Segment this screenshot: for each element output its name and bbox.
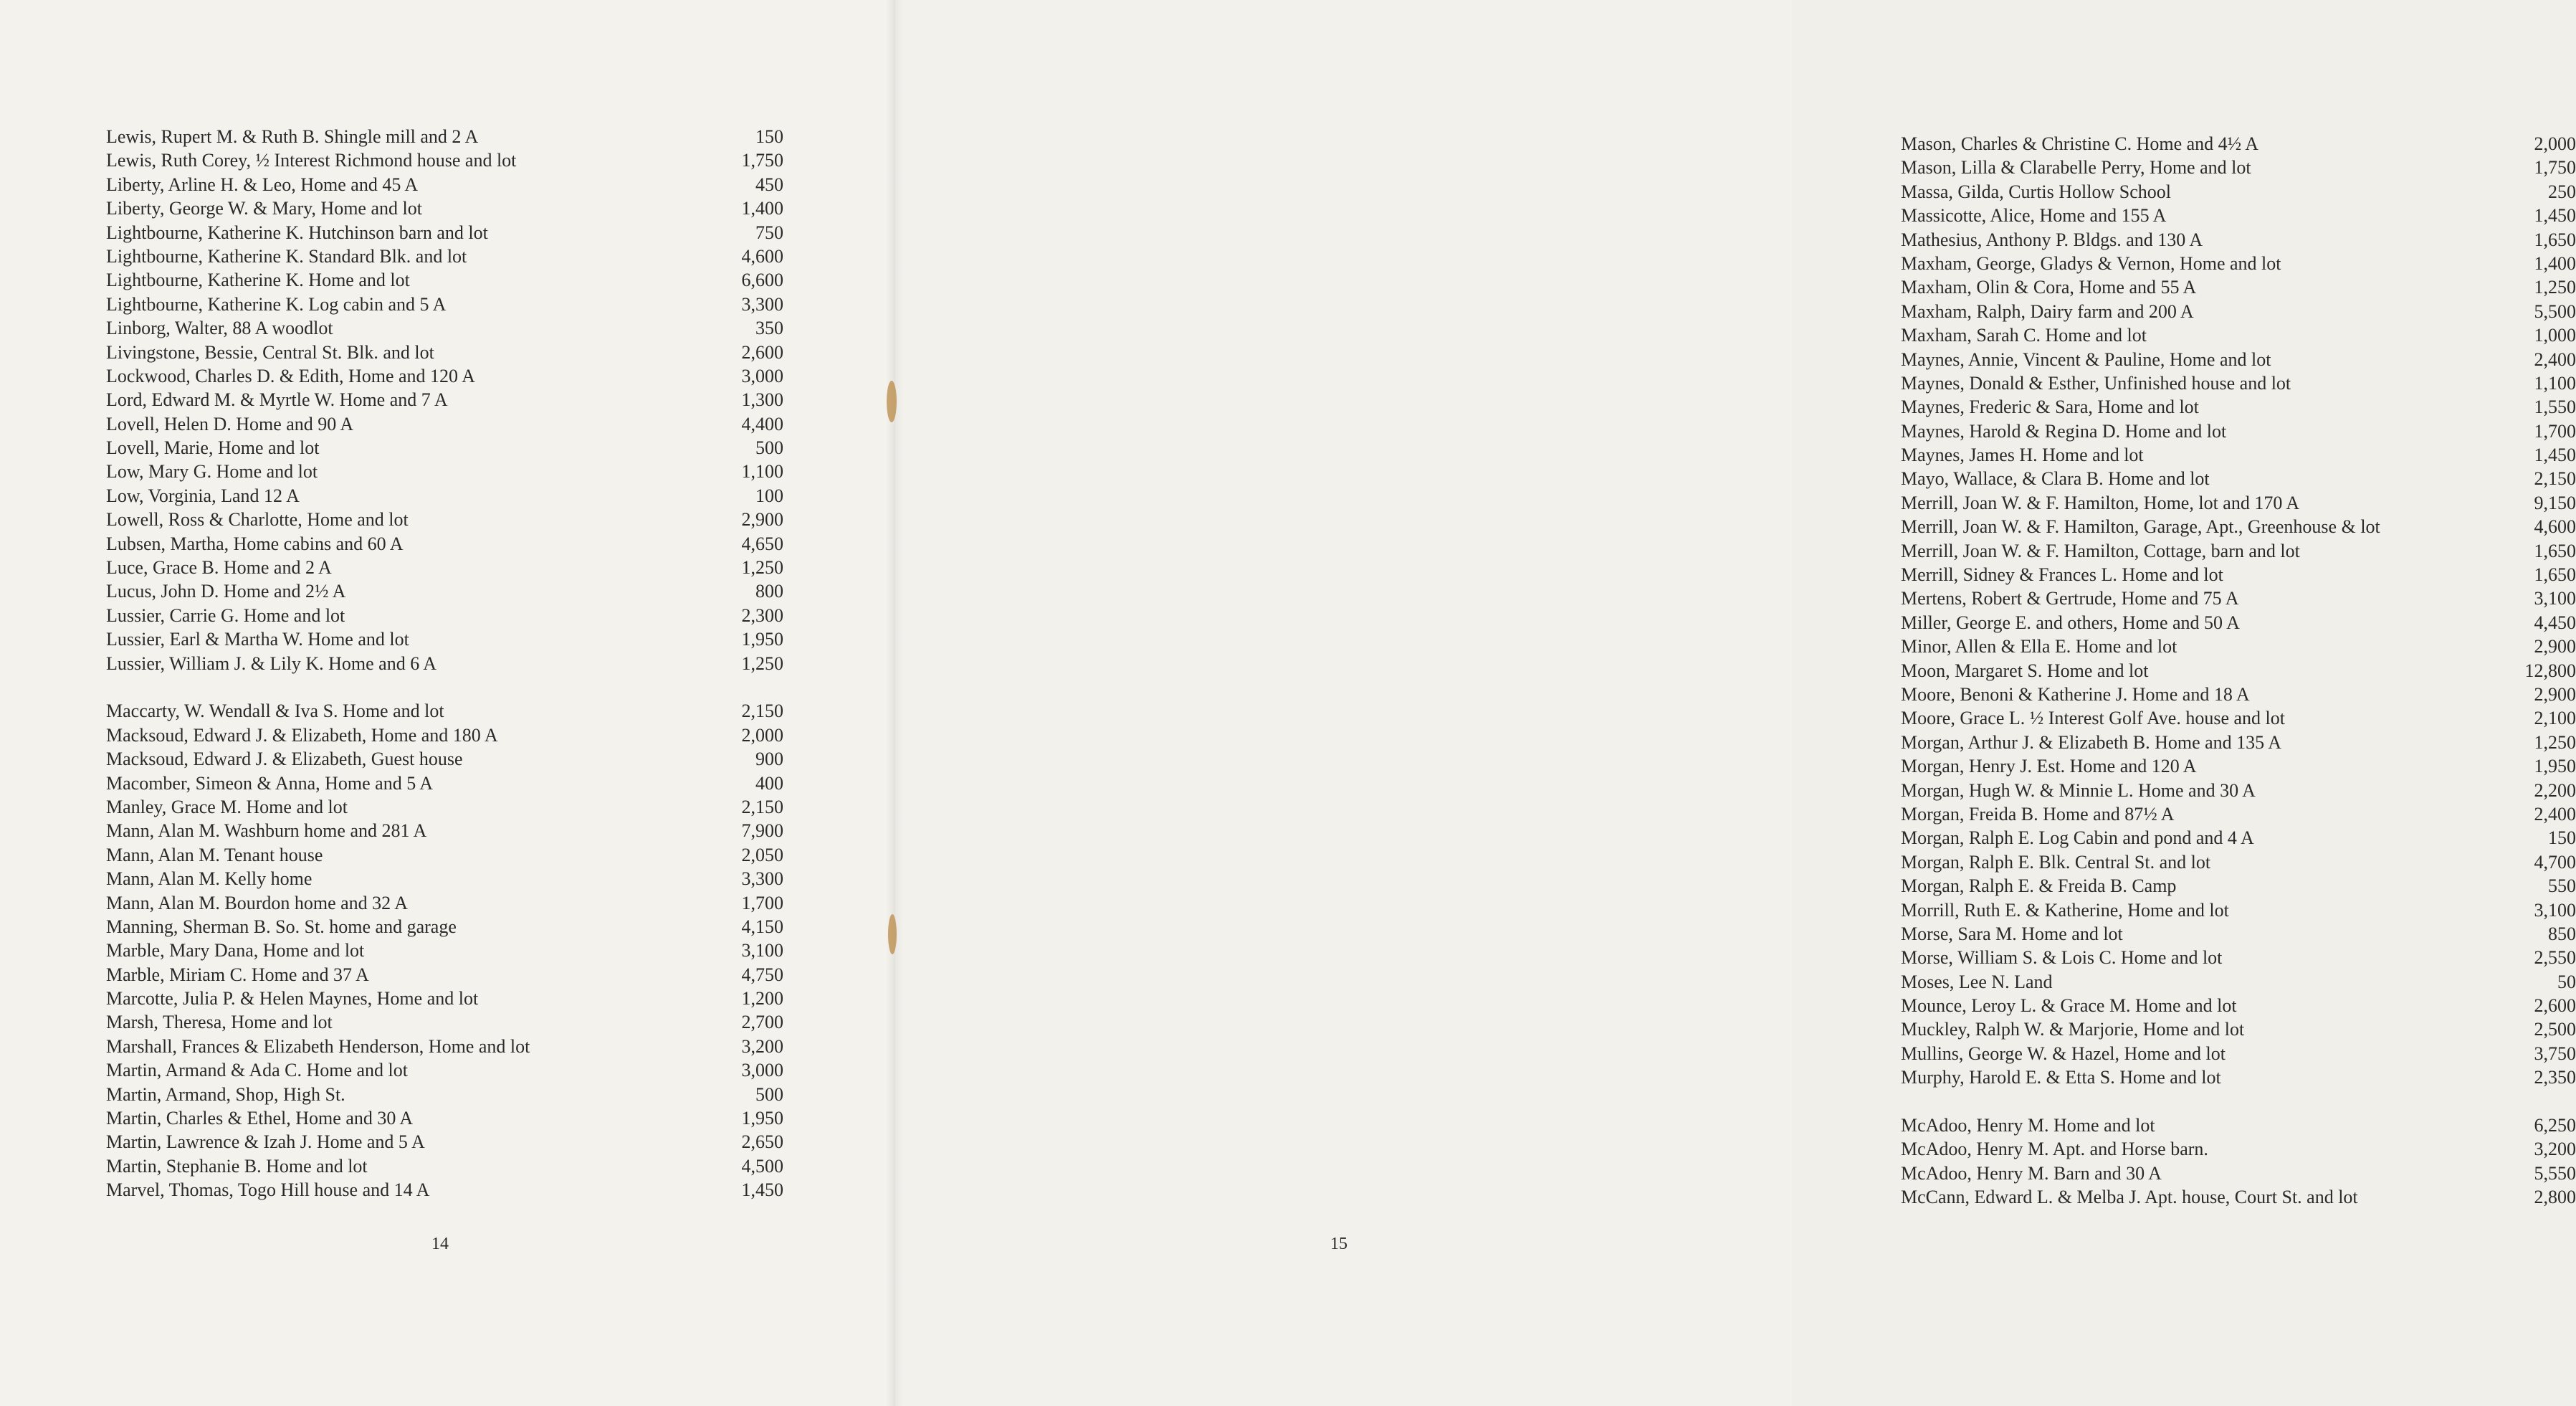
assessed-value: 2,200 <box>2534 779 2576 801</box>
assessed-value: 1,250 <box>741 557 783 579</box>
listing-row <box>106 1130 783 1154</box>
listing-row <box>106 293 783 316</box>
assessed-value: 3,300 <box>741 868 783 890</box>
listing-row <box>1901 180 2576 204</box>
assessed-value: 6,600 <box>741 270 783 291</box>
left-page <box>0 0 895 1406</box>
listing-row <box>106 1178 783 1202</box>
listing-row <box>106 771 783 795</box>
owner-property: Lightbourne, Katherine K. Hutchinson barn and lot <box>106 222 488 243</box>
owner-property: Massicotte, Alice, Home and 155 A <box>1901 205 2167 227</box>
assessed-value: 4,700 <box>2534 851 2576 873</box>
assessed-value: 1,000 <box>2534 325 2576 346</box>
assessed-value: 1,950 <box>741 629 783 650</box>
assessed-value: 1,700 <box>2534 420 2576 442</box>
listing-row <box>106 364 783 388</box>
assessed-value: 2,150 <box>741 700 783 722</box>
assessed-value: 3,300 <box>741 293 783 315</box>
listing-row <box>1901 826 2576 850</box>
listing-row <box>106 196 783 220</box>
listing-row <box>106 915 783 939</box>
assessed-value: 2,150 <box>741 796 783 817</box>
assessed-value: 4,400 <box>741 413 783 434</box>
assessed-value: 4,500 <box>741 1155 783 1177</box>
owner-property: McAdoo, Henry M. Home and lot <box>1901 1115 2155 1136</box>
owner-property: Morse, Sara M. Home and lot <box>1901 923 2123 944</box>
listing-row <box>1901 419 2576 443</box>
listing-row <box>1901 874 2576 898</box>
listing-row <box>1901 1137 2576 1161</box>
left-page-listing <box>106 125 783 1202</box>
owner-property: Massa, Gilda, Curtis Hollow School <box>1901 181 2171 202</box>
assessed-value: 2,800 <box>2534 1187 2576 1208</box>
owner-property: Merrill, Joan W. & F. Hamilton, Home, lot and 170 A <box>1901 492 2300 513</box>
assessed-value: 2,150 <box>2534 468 2576 490</box>
owner-property: Liberty, George W. & Mary, Home and lot <box>106 198 422 219</box>
listing-row <box>1901 683 2576 706</box>
owner-property: Morgan, Ralph E. & Freida B. Camp <box>1901 875 2177 897</box>
listing-row <box>1901 467 2576 490</box>
owner-property: Mann, Alan M. Washburn home and 281 A <box>106 820 427 842</box>
listing-row <box>106 316 783 340</box>
listing-row <box>106 1010 783 1034</box>
owner-property: Lovell, Helen D. Home and 90 A <box>106 413 354 434</box>
assessed-value: 500 <box>755 1083 783 1105</box>
assessed-value: 2,100 <box>2534 708 2576 729</box>
assessed-value: 1,300 <box>741 389 783 411</box>
listing-row <box>1901 922 2576 946</box>
owner-property: Lussier, Carrie G. Home and lot <box>106 604 345 626</box>
assessed-value: 1,450 <box>2534 205 2576 227</box>
owner-property: Macksoud, Edward J. & Elizabeth, Guest house <box>106 749 463 770</box>
assessed-value: 1,400 <box>2534 252 2576 274</box>
assessed-value: 1,650 <box>2534 229 2576 250</box>
owner-property: Marble, Miriam C. Home and 37 A <box>106 964 369 985</box>
owner-property: Maccarty, W. Wendall & Iva S. Home and lot <box>106 700 444 722</box>
listing-row <box>106 508 783 531</box>
owner-property: Mason, Lilla & Clarabelle Perry, Home and lot <box>1901 157 2251 179</box>
listing-row <box>106 891 783 915</box>
listing-row <box>1901 491 2576 515</box>
owner-property: Macksoud, Edward J. & Elizabeth, Home and 180 A <box>106 724 498 746</box>
owner-property: Marble, Mary Dana, Home and lot <box>106 940 365 961</box>
assessed-value: 2,400 <box>2534 348 2576 370</box>
listing-row <box>1901 731 2576 754</box>
assessed-value: 850 <box>2548 923 2576 944</box>
listing-row <box>1901 204 2576 227</box>
assessed-value: 9,150 <box>2534 492 2576 513</box>
listing-row <box>106 341 783 364</box>
listing-row <box>1901 970 2576 994</box>
assessed-value: 2,550 <box>2534 947 2576 969</box>
owner-property: Manning, Sherman B. So. St. home and garage <box>106 916 457 937</box>
listing-row <box>1901 1162 2576 1185</box>
listing-row <box>1901 1065 2576 1089</box>
owner-property: Macomber, Simeon & Anna, Home and 5 A <box>106 772 434 794</box>
assessed-value: 6,250 <box>2534 1115 2576 1136</box>
listing-row <box>1901 611 2576 635</box>
assessed-value: 2,900 <box>741 509 783 531</box>
assessed-value: 400 <box>755 772 783 794</box>
listing-row <box>106 532 783 556</box>
assessed-value: 2,000 <box>2534 133 2576 154</box>
assessed-value: 2,900 <box>2534 636 2576 657</box>
assessed-value: 3,750 <box>2534 1042 2576 1064</box>
listing-row <box>106 747 783 771</box>
listing-row <box>106 244 783 268</box>
owner-property: Morgan, Henry J. Est. Home and 120 A <box>1901 756 2197 777</box>
owner-property: Maxham, Ralph, Dairy farm and 200 A <box>1901 300 2194 322</box>
right-page <box>895 0 2576 1406</box>
binding-gutter <box>886 0 903 1406</box>
assessed-value: 2,050 <box>741 844 783 865</box>
listing-row <box>106 1083 783 1106</box>
listing-row <box>106 173 783 196</box>
owner-property: Mounce, Leroy L. & Grace M. Home and lot <box>1901 995 2237 1017</box>
owner-property: Maxham, George, Gladys & Vernon, Home and lot <box>1901 252 2281 274</box>
assessed-value: 2,400 <box>2534 803 2576 825</box>
owner-property: Maynes, Frederic & Sara, Home and lot <box>1901 396 2199 418</box>
owner-property: Mann, Alan M. Tenant house <box>106 844 323 865</box>
owner-property: Morgan, Ralph E. Log Cabin and pond and 4 A <box>1901 827 2254 849</box>
owner-property: Liberty, Arline H. & Leo, Home and 45 A <box>106 174 419 195</box>
owner-property: Martin, Armand & Ada C. Home and lot <box>106 1060 409 1081</box>
assessed-value: 3,200 <box>741 1035 783 1057</box>
owner-property: McAdoo, Henry M. Barn and 30 A <box>1901 1162 2162 1184</box>
assessed-value: 50 <box>2557 971 2576 992</box>
listing-row <box>106 795 783 819</box>
owner-property: McAdoo, Henry M. Apt. and Horse barn. <box>1901 1139 2208 1160</box>
listing-row <box>106 1058 783 1082</box>
owner-property: Moore, Grace L. ½ Interest Golf Ave. house and lot <box>1901 708 2285 729</box>
assessed-value: 150 <box>755 126 783 147</box>
owner-property: Lightbourne, Katherine K. Standard Blk. and lot <box>106 245 467 267</box>
owner-property: Lewis, Ruth Corey, ½ Interest Richmond house and lot <box>106 150 517 171</box>
page-stain-lower <box>888 914 897 954</box>
listing-row <box>1901 300 2576 323</box>
assessed-value: 750 <box>755 222 783 243</box>
listing-row <box>1901 1017 2576 1041</box>
owner-property: Lussier, Earl & Martha W. Home and lot <box>106 629 409 650</box>
owner-property: Marsh, Theresa, Home and lot <box>106 1012 333 1033</box>
assessed-value: 3,100 <box>2534 899 2576 921</box>
listing-row <box>106 125 783 148</box>
assessed-value: 4,450 <box>2534 612 2576 633</box>
owner-property: Lucus, John D. Home and 2½ A <box>106 581 346 602</box>
assessed-value: 4,150 <box>741 916 783 937</box>
owner-property: Lightbourne, Katherine K. Home and lot <box>106 270 410 291</box>
listing-row <box>1901 132 2576 156</box>
owner-property: Morgan, Arthur J. & Elizabeth B. Home and 135 A <box>1901 731 2282 753</box>
assessed-value: 1,100 <box>2534 372 2576 394</box>
owner-property: Lubsen, Martha, Home cabins and 60 A <box>106 533 404 554</box>
owner-property: Moon, Margaret S. Home and lot <box>1901 660 2149 681</box>
listing-row <box>106 556 783 579</box>
listing-row <box>1901 1185 2576 1209</box>
assessed-value: 3,000 <box>741 1060 783 1081</box>
owner-property: Low, Mary G. Home and lot <box>106 461 318 483</box>
listing-row <box>1901 539 2576 563</box>
listing-row <box>106 843 783 867</box>
owner-property: Moore, Benoni & Katherine J. Home and 18 A <box>1901 683 2250 705</box>
owner-property: Merrill, Sidney & Frances L. Home and lot <box>1901 564 2223 586</box>
listing-row <box>1901 659 2576 683</box>
assessed-value: 2,900 <box>2534 683 2576 705</box>
owner-property: Lussier, William J. & Lily K. Home and 6 A <box>106 652 437 674</box>
owner-property: Maynes, James H. Home and lot <box>1901 445 2144 466</box>
listing-row <box>1901 228 2576 252</box>
listing-row <box>1901 395 2576 419</box>
assessed-value: 2,500 <box>2534 1019 2576 1040</box>
assessed-value: 12,800 <box>2524 660 2576 681</box>
page-number-right: 15 <box>1330 1235 1347 1253</box>
owner-property: Linborg, Walter, 88 A woodlot <box>106 318 333 339</box>
assessed-value: 550 <box>2548 875 2576 897</box>
owner-property: Merrill, Joan W. & F. Hamilton, Garage, Apt., Greenhouse & lot <box>1901 516 2380 538</box>
listing-row <box>1901 802 2576 826</box>
assessed-value: 5,500 <box>2534 300 2576 322</box>
listing-row <box>106 579 783 603</box>
assessed-value: 1,450 <box>2534 445 2576 466</box>
assessed-value: 150 <box>2548 827 2576 849</box>
assessed-value: 3,100 <box>2534 588 2576 609</box>
assessed-value: 100 <box>755 485 783 506</box>
assessed-value: 1,200 <box>741 988 783 1010</box>
listing-row <box>1901 586 2576 610</box>
assessed-value: 2,700 <box>741 1012 783 1033</box>
listing-row <box>1901 371 2576 395</box>
listing-row <box>1901 252 2576 275</box>
assessed-value: 1,950 <box>2534 756 2576 777</box>
assessed-value: 1,400 <box>741 198 783 219</box>
assessed-value: 3,000 <box>741 365 783 386</box>
listing-row <box>106 484 783 508</box>
assessed-value: 500 <box>755 437 783 459</box>
listing-row <box>1901 779 2576 802</box>
assessed-value: 2,000 <box>741 724 783 746</box>
listing-row <box>106 819 783 842</box>
assessed-value: 1,950 <box>741 1108 783 1129</box>
listing-row <box>106 1106 783 1130</box>
assessed-value: 1,450 <box>741 1179 783 1201</box>
assessed-value: 900 <box>755 749 783 770</box>
listing-row <box>106 723 783 747</box>
assessed-value: 5,550 <box>2534 1162 2576 1184</box>
assessed-value: 4,750 <box>741 964 783 985</box>
group-spacer <box>106 675 783 699</box>
listing-row <box>1901 706 2576 730</box>
listing-row <box>1901 563 2576 586</box>
listing-row <box>106 604 783 627</box>
owner-property: Morgan, Hugh W. & Minnie L. Home and 30 A <box>1901 779 2256 801</box>
listing-row <box>106 652 783 675</box>
listing-row <box>106 148 783 172</box>
owner-property: Merrill, Joan W. & F. Hamilton, Cottage, barn and lot <box>1901 540 2300 561</box>
assessed-value: 4,650 <box>741 533 783 554</box>
assessed-value: 1,750 <box>741 150 783 171</box>
assessed-value: 3,100 <box>741 940 783 961</box>
listing-row <box>106 963 783 987</box>
owner-property: Mann, Alan M. Bourdon home and 32 A <box>106 892 409 913</box>
assessed-value: 1,750 <box>2534 157 2576 179</box>
owner-property: Morrill, Ruth E. & Katherine, Home and lot <box>1901 899 2229 921</box>
owner-property: Maynes, Donald & Esther, Unfinished house and lot <box>1901 372 2291 394</box>
listing-row <box>1901 515 2576 538</box>
assessed-value: 1,650 <box>2534 540 2576 561</box>
owner-property: Mathesius, Anthony P. Bldgs. and 130 A <box>1901 229 2203 250</box>
owner-property: Moses, Lee N. Land <box>1901 971 2053 992</box>
owner-property: Maxham, Olin & Cora, Home and 55 A <box>1901 277 2197 298</box>
owner-property: Mertens, Robert & Gertrude, Home and 75 A <box>1901 588 2239 609</box>
listing-row <box>1901 1042 2576 1065</box>
listing-row <box>106 1035 783 1058</box>
assessed-value: 2,350 <box>2534 1067 2576 1088</box>
assessed-value: 1,250 <box>2534 277 2576 298</box>
assessed-value: 4,600 <box>2534 516 2576 538</box>
owner-property: Martin, Charles & Ethel, Home and 30 A <box>106 1108 414 1129</box>
assessed-value: 1,700 <box>741 892 783 913</box>
listing-row <box>106 412 783 436</box>
listing-row <box>106 627 783 651</box>
owner-property: Martin, Stephanie B. Home and lot <box>106 1155 368 1177</box>
listing-row <box>1901 1113 2576 1137</box>
group-spacer <box>1901 1090 2576 1113</box>
assessed-value: 800 <box>755 581 783 602</box>
owner-property: McCann, Edward L. & Melba J. Apt. house, Court St. and lot <box>1901 1187 2358 1208</box>
listing-row <box>1901 443 2576 467</box>
owner-property: Mason, Charles & Christine C. Home and 4½ A <box>1901 133 2259 154</box>
assessed-value: 4,600 <box>741 245 783 267</box>
listing-row <box>1901 348 2576 371</box>
owner-property: Morgan, Freida B. Home and 87½ A <box>1901 803 2175 825</box>
assessed-value: 1,250 <box>2534 731 2576 753</box>
owner-property: Marvel, Thomas, Togo Hill house and 14 A <box>106 1179 430 1201</box>
owner-property: Miller, George E. and others, Home and 50 A <box>1901 612 2240 633</box>
listing-row <box>106 460 783 483</box>
listing-row <box>106 436 783 460</box>
owner-property: Murphy, Harold E. & Etta S. Home and lot <box>1901 1067 2221 1088</box>
listing-row <box>106 1154 783 1178</box>
owner-property: Lovell, Marie, Home and lot <box>106 437 320 459</box>
owner-property: Maxham, Sarah C. Home and lot <box>1901 325 2147 346</box>
listing-row <box>1901 946 2576 969</box>
page-number-left: 14 <box>431 1235 449 1253</box>
owner-property: Luce, Grace B. Home and 2 A <box>106 557 332 579</box>
assessed-value: 2,600 <box>741 341 783 363</box>
owner-property: Lockwood, Charles D. & Edith, Home and 120 A <box>106 365 475 386</box>
owner-property: Lewis, Rupert M. & Ruth B. Shingle mill and 2 A <box>106 126 479 147</box>
assessed-value: 450 <box>755 174 783 195</box>
owner-property: Low, Vorginia, Land 12 A <box>106 485 300 506</box>
owner-property: Mayo, Wallace, & Clara B. Home and lot <box>1901 468 2210 490</box>
owner-property: Muckley, Ralph W. & Marjorie, Home and lot <box>1901 1019 2245 1040</box>
owner-property: Livingstone, Bessie, Central St. Blk. and lot <box>106 341 434 363</box>
owner-property: Marcotte, Julia P. & Helen Maynes, Home and lot <box>106 988 479 1010</box>
owner-property: Lord, Edward M. & Myrtle W. Home and 7 A <box>106 389 448 411</box>
page-stain-upper <box>887 381 897 422</box>
assessed-value: 1,550 <box>2534 396 2576 418</box>
assessed-value: 250 <box>2548 181 2576 202</box>
assessed-value: 1,650 <box>2534 564 2576 586</box>
listing-row <box>1901 850 2576 874</box>
owner-property: Minor, Allen & Ella E. Home and lot <box>1901 636 2177 657</box>
owner-property: Morgan, Ralph E. Blk. Central St. and lot <box>1901 851 2211 873</box>
listing-row <box>106 939 783 962</box>
assessed-value: 7,900 <box>741 820 783 842</box>
owner-property: Marshall, Frances & Elizabeth Henderson, Home and lot <box>106 1035 530 1057</box>
listing-row <box>1901 635 2576 658</box>
assessed-value: 3,200 <box>2534 1139 2576 1160</box>
owner-property: Morse, William S. & Lois C. Home and lot <box>1901 947 2223 969</box>
owner-property: Martin, Armand, Shop, High St. <box>106 1083 345 1105</box>
owner-property: Lowell, Ross & Charlotte, Home and lot <box>106 509 409 531</box>
right-page-listing <box>1901 132 2576 1210</box>
assessed-value: 2,600 <box>2534 995 2576 1017</box>
owner-property: Manley, Grace M. Home and lot <box>106 796 348 817</box>
owner-property: Lightbourne, Katherine K. Log cabin and 5 A <box>106 293 447 315</box>
assessed-value: 1,250 <box>741 652 783 674</box>
listing-row <box>1901 898 2576 922</box>
listing-row <box>1901 275 2576 299</box>
listing-row <box>1901 994 2576 1017</box>
assessed-value: 1,100 <box>741 461 783 483</box>
listing-row <box>106 388 783 412</box>
listing-row <box>1901 754 2576 778</box>
assessed-value: 2,650 <box>741 1131 783 1153</box>
owner-property: Mann, Alan M. Kelly home <box>106 868 313 890</box>
listing-row <box>106 699 783 723</box>
listing-row <box>106 268 783 292</box>
assessed-value: 350 <box>755 318 783 339</box>
listing-row <box>1901 323 2576 347</box>
owner-property: Maynes, Annie, Vincent & Pauline, Home and lot <box>1901 348 2271 370</box>
owner-property: Martin, Lawrence & Izah J. Home and 5 A <box>106 1131 425 1153</box>
listing-row <box>1901 156 2576 179</box>
owner-property: Mullins, George W. & Hazel, Home and lot <box>1901 1042 2226 1064</box>
listing-row <box>106 221 783 244</box>
listing-row <box>106 867 783 890</box>
listing-row <box>106 987 783 1010</box>
assessed-value: 2,300 <box>741 604 783 626</box>
owner-property: Maynes, Harold & Regina D. Home and lot <box>1901 420 2227 442</box>
